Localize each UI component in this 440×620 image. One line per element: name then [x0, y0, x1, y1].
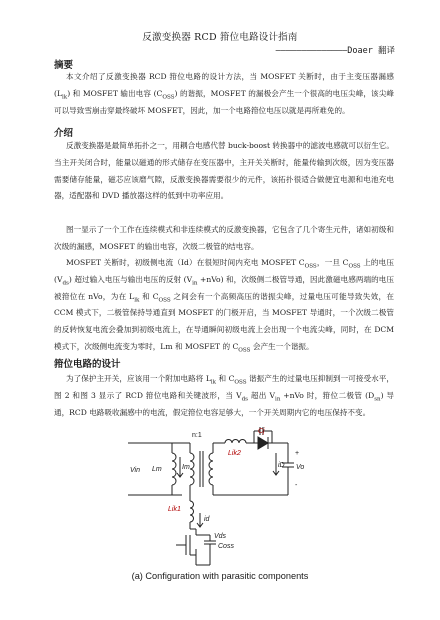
clamp-heading: 箝位电路的设计 [54, 359, 121, 370]
abstract-text-3: ) 的谐振，MOSFET 的漏极会产生一个很高的电压尖峰，该尖峰可以导致雪崩击穿最终破坏 MOSFET，因此，加一个电路箝位电压以就是再所难免的。 [54, 88, 394, 115]
subscript: OSS [238, 347, 251, 354]
label-id-secondary: iD [278, 462, 285, 469]
subscript: OSS [348, 263, 361, 270]
label-cj: Cj [258, 428, 265, 435]
text-run: 和 C [139, 291, 159, 301]
text-run: 谐振产生的过量电压抑制到一可接受水平，图 2 和图 3 显示了 RCD 箝位电路和关键波形，当 V [54, 374, 394, 400]
doc-title: 反激变换器 RCD 箝位电路设计指南 [142, 32, 298, 43]
text-run: +nVo) 和，次级侧二极管导通，因此激磁电感两端的电压被箝位在 nVo，为在 L [54, 274, 394, 301]
label-lik1: Lik1 [168, 506, 181, 513]
subscript: ds [62, 280, 69, 287]
subscript: ds [241, 396, 249, 403]
intro-heading: 介绍 [54, 128, 74, 139]
subscript: sn [374, 396, 381, 403]
text-run: ) 导通，RCD 电路吸收漏感中的电流，假定箝位电容足够大，一个开关周期内它的电压保持不变。 [54, 390, 395, 417]
abstract-text-2: ) 和 MOSFET 输出电容 (C [67, 88, 163, 98]
label-lm: Lm [152, 466, 162, 473]
subscript: lk [62, 94, 68, 101]
clamp-paragraph [54, 371, 394, 421]
label-coss: Coss [218, 543, 234, 550]
intro-paragraph-1: 反激变换器是最简单拓扑之一，用耦合电感代替 buck-boost 转换器中的滤波电感就可以衍生它。当主开关闭合时，能量以磁通的形式储存在变压器中，主开关关断时，能量传输到次级，因为变压器需要储存能量，磁芯应该磨气隙，反激变换器需要很少的元件，该拓扑很适合做便宜电源和电池充电器，适配器和 DVD 播放器这样的低到中功率应用。 [54, 141, 394, 201]
label-vin: Vin [130, 467, 140, 474]
subscript: in [275, 396, 281, 403]
label-id: id [204, 516, 210, 523]
abstract-paragraph [54, 69, 394, 119]
text-run: 会产生一个谐振。 [250, 341, 314, 351]
label-turns-ratio: n:1 [192, 432, 202, 439]
intro-paragraph-2: 图一显示了一个工作在连续模式和非连续模式的反激变换器，它包含了几个寄生元件，诸如初级和次级的漏感，MOSFET 的输出电容，次级二极管的结电容。 [54, 225, 394, 251]
intro-paragraph-3 [54, 255, 394, 356]
text-run: ，一旦 C [316, 258, 349, 267]
abstract-text: 本文介绍了反激变换器 RCD 箝位电路的设计方法，当 MOSFET 关断时，由于主变压器漏感 (L [54, 72, 394, 98]
flyback-circuit-diagram [120, 425, 320, 570]
subscript: in [192, 280, 198, 287]
text-run: 和 C [216, 374, 235, 383]
label-minus-out: - [295, 482, 298, 489]
figure-caption: (a) Configuration with parasitic components [131, 571, 309, 581]
text-run: 为了保护主开关，应该用一个附加电路将 L [66, 374, 211, 383]
text-run: 超出 V [248, 390, 276, 400]
label-vds: Vds [214, 533, 227, 540]
subscript: OSS [304, 263, 317, 270]
subscript: OSS [234, 379, 247, 386]
subscript: OSS [162, 94, 175, 101]
text-run: 上的电压 (V [54, 258, 394, 284]
subscript: lk [134, 297, 140, 304]
subscript: OSS [158, 297, 171, 304]
text-run: 之间会有一个高频高压的谐振尖峰，过量电压可能导致失效，在 CCM 模式下，二极管保持导通直到 MOSFET 的门极开启，当 MOSFET 导通时，一个次级二极管的反转恢复电流会叠加到初级电流上，在导通瞬间初级电流上会出现一个电流尖峰，同时，在 DCM 模式下，次级侧电流变为零时，Lm 和 MOSFET 的 C [54, 291, 394, 351]
text-run: ) 超过输入电压与输出电压的反射 (V [68, 274, 193, 284]
label-vo: Vo [296, 464, 305, 471]
doc-byline: ——————————————Doaer 翻译 [275, 46, 395, 56]
abstract-heading: 摘要 [54, 60, 74, 71]
text-run: MOSFET 关断时，初级侧电流（Id）在很短时间内充电 MOSFET C [66, 258, 305, 267]
text-run: +nVo 时，箝位二极管 (D [280, 390, 375, 400]
label-plus-out: + [295, 450, 300, 457]
label-im: Im [182, 464, 190, 471]
subscript: lk [210, 379, 217, 386]
label-lik2: Lik2 [228, 450, 241, 457]
